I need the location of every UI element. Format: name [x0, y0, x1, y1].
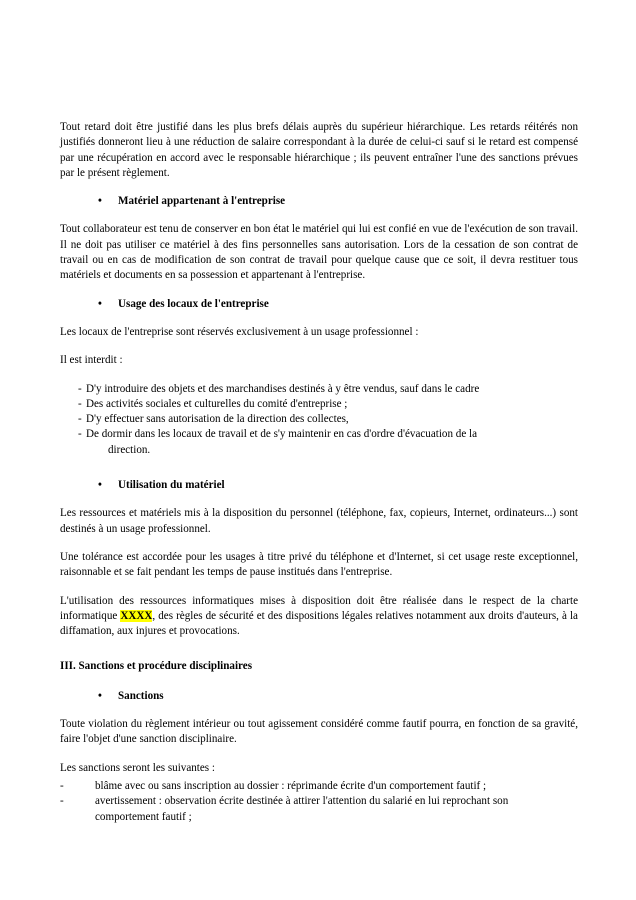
paragraph-locaux-reserves: Les locaux de l'entreprise sont réservés exclusivement à un usage professionnel : [60, 325, 419, 338]
list-item-text: blâme avec ou sans inscription au dossier : réprimande écrite d'un comportement fautif ; [95, 779, 487, 792]
list-item [60, 794, 578, 825]
section-heading-iii: III. Sanctions et procédure disciplinaires [60, 660, 253, 673]
spacer [60, 652, 578, 659]
bullet-heading-label: Utilisation du matériel [118, 479, 225, 492]
bullet-heading-materiel-entreprise [60, 194, 578, 209]
bullet-heading-sanctions [60, 689, 578, 704]
dash-bullet-icon: - [78, 428, 82, 441]
dash-bullet-icon: - [78, 397, 82, 410]
paragraph-materiel: Tout collaborateur est tenu de conserver en bon état le matériel qui lui est confié en vue de l'exécution de son travail. Il ne doit pas utiliser ce matériel à des fins personnelles sans autorisation. Lors de la cessation de son contrat de travail ou en cas de modification de son contrat de travail pour quelque cause que ce soit, il devra restituer tous matériels et documents en sa possession et appartenant à l'entreprise. [60, 223, 578, 282]
paragraph-violation: Toute violation du règlement intérieur ou tout agissement considéré comme fautif pourra, en fonction de sa gravité, faire l'objet d'une sanction disciplinaire. [60, 718, 578, 746]
bullet-heading-label: Usage des locaux de l'entreprise [118, 297, 269, 310]
bullet-dot-icon: • [98, 689, 102, 702]
paragraph-charte-part2: , des règles de sécurité et des dispositions légales relatives notamment aux droits d'auteurs, à la diffamation, aux injures et provocations. [60, 609, 578, 638]
dash-bullet-icon: - [60, 779, 64, 792]
list-item [60, 779, 578, 794]
paragraph-retard: Tout retard doit être justifié dans les plus brefs délais auprès du supérieur hiérarchique. Les retards réitérés non justifiés donneront lieu à une réduction de salaire correspondant à la durée de celui-ci sauf si le retard est compensé par une récupération en accord avec le responsable hiérarchique ; ils peuvent entraîner l'une des sanctions prévues par le présent règlement. [60, 121, 578, 179]
bullet-heading-usage-locaux [60, 297, 578, 312]
list-item-text: D'y effectuer sans autorisation de la direction des collectes, [86, 413, 349, 426]
paragraph-ressources: Les ressources et matériels mis à la disposition du personnel (téléphone, fax, copieurs, Internet, ordinateurs...) sont destinés à un usage professionnel. [60, 507, 578, 535]
paragraph-sanctions-suivantes: Les sanctions seront les suivantes : [60, 761, 215, 774]
bullet-heading-utilisation-materiel [60, 478, 578, 493]
spacer [60, 471, 578, 478]
bullet-heading-label: Sanctions [118, 689, 164, 702]
list-item [78, 382, 578, 397]
list-item [78, 412, 578, 427]
paragraph-il-est-interdit: Il est interdit : [60, 354, 123, 367]
paragraph-charte-part1: L'utilisation des ressources informatiques mises à disposition doit être réalisée dans le respect de la charte informatique [60, 594, 578, 622]
highlighted-placeholder: XXXX [120, 609, 153, 622]
list-item-text: De dormir dans les locaux de travail et de s'y maintenir en cas d'ordre d'évacuation de la [86, 428, 478, 441]
list-item [78, 397, 578, 412]
list-item-text-continuation: comportement fautif ; [95, 810, 192, 823]
list-item-text: Des activités sociales et culturelles du comité d'entreprise ; [86, 397, 348, 410]
bullet-dot-icon: • [98, 195, 102, 208]
bullet-dot-icon: • [98, 479, 102, 492]
sanctions-list [60, 779, 578, 825]
list-item-text: D'y introduire des objets et des marchandises destinés à y être vendus, sauf dans le cadre [86, 382, 480, 395]
list-item-text-continuation: direction. [108, 443, 151, 456]
list-item [78, 427, 578, 458]
list-item-text: avertissement : observation écrite destinée à attirer l'attention du salarié en lui reprochant son [95, 795, 509, 808]
interdictions-list [60, 382, 578, 458]
dash-bullet-icon: - [78, 413, 82, 426]
dash-bullet-icon: - [78, 382, 82, 395]
paragraph-tolerance: Une tolérance est accordée pour les usages à titre privé du téléphone et d'Internet, si cet usage reste exceptionnel, raisonnable et se fait pendant les temps de pause institués dans l'entreprise. [60, 550, 578, 579]
paragraph-charte-informatique [60, 594, 578, 640]
bullet-heading-label: Matériel appartenant à l'entreprise [118, 195, 286, 208]
dash-bullet-icon: - [60, 795, 64, 808]
bullet-dot-icon: • [98, 297, 102, 310]
document-body [60, 120, 578, 838]
